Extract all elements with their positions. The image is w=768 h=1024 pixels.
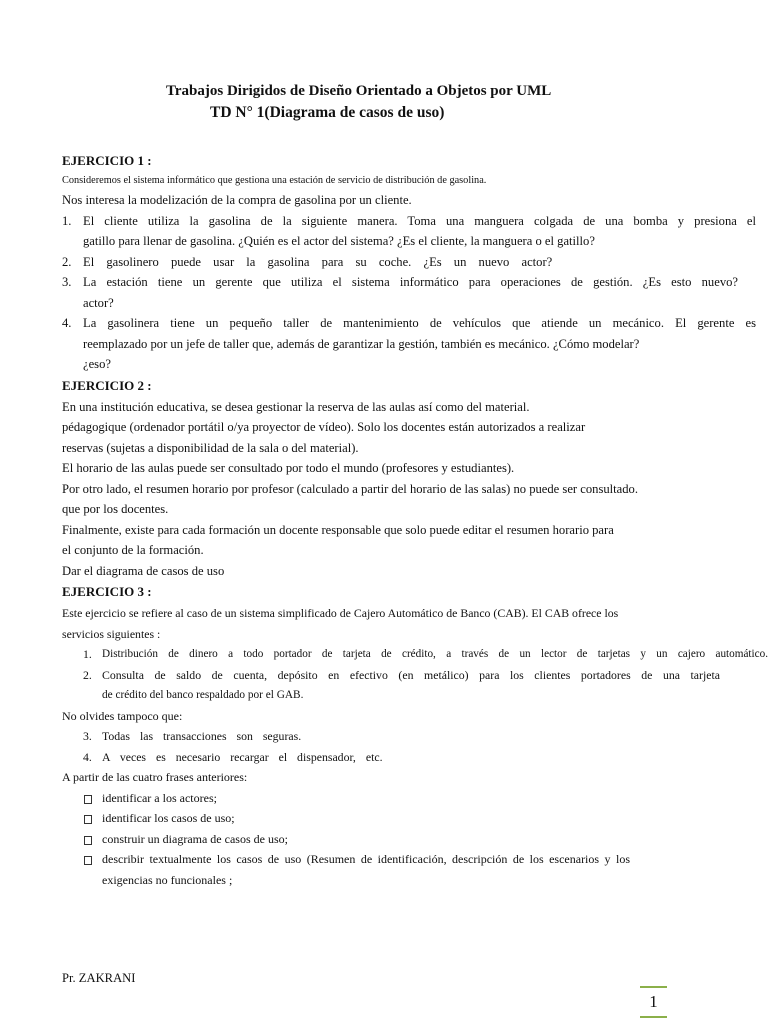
page-number: 1 (649, 992, 658, 1011)
list-item-text: Distribución de dinero a todo portador de tarjeta de crédito, a través de un lector de tarjetas y un cajero automático. (102, 648, 768, 660)
exercise-2-line: Por otro lado, el resumen horario por profesor (calculado a partir del horario de las salas) no puede ser consultado. (62, 481, 638, 496)
exercise-1-item (62, 252, 756, 273)
exercise-2-line: Dar el diagrama de casos de uso (62, 563, 225, 578)
exercise-1-item (62, 272, 756, 313)
bullet-item (62, 849, 756, 890)
list-item-text: ¿eso? (83, 357, 111, 371)
exercise-1-context: Nos interesa la modelización de la compra de gasolina por un cliente. (62, 193, 412, 207)
exercise-1-heading: EJERCICIO 1 : (62, 153, 152, 168)
list-item-text: reemplazado por un jefe de taller que, además de garantizar la gestión, también es mecánico. ¿Cómo modelar? (83, 336, 640, 351)
checkbox-bullet-icon (84, 836, 92, 845)
list-item-text: Consulta de saldo de cuenta, depósito en efectivo (en metálico) para los clientes portadores de una tarjeta (102, 667, 720, 682)
exercise-1-item (62, 211, 756, 252)
bullet-text: describir textualmente los casos de uso (Resumen de identificación, descripción de los escenarios y los (102, 852, 630, 866)
list-item-text: gatillo para llenar de gasolina. ¿Quién es el actor del sistema? ¿Es el cliente, la manguera o el gatillo? (83, 234, 595, 248)
exercise-2-line: que por los docentes. (62, 502, 169, 516)
list-item-text: Todas las transacciones son seguras. (102, 729, 302, 743)
bullet-item (62, 808, 756, 829)
list-item-text: de crédito del banco respaldado por el GAB. (102, 689, 304, 701)
document-subtitle: TD N° 1(Diagrama de casos de uso) (210, 104, 445, 121)
document-body (62, 150, 768, 890)
exercise-3-note: No olvides tampoco que: (62, 708, 183, 723)
bullet-text: identificar a los actores; (102, 790, 217, 805)
exercise-1-intro: Consideremos el sistema informático que gestiona una estación de servicio de distribución de gasolina. (62, 175, 487, 186)
exercise-2-line: El horario de las aulas puede ser consultado por todo el mundo (profesores y estudiantes). (62, 461, 515, 475)
list-number: 2. (83, 667, 92, 682)
exercise-3-item (62, 644, 768, 665)
list-number: 4. (83, 749, 92, 764)
exercise-2-line: En una institución educativa, se desea gestionar la reserva de las aulas así como del material. (62, 399, 530, 414)
exercise-3-intro: Este ejercicio se refiere al caso de un sistema simplificado de Cajero Automático de Banco (CAB). El CAB ofrece los (62, 606, 619, 620)
list-number: 3. (83, 729, 92, 743)
exercise-3-heading: EJERCICIO 3 : (62, 584, 152, 599)
list-item-text: El cliente utiliza la gasolina de la siguiente manera. Toma una manguera colgada de una bomba y presiona el (83, 213, 756, 228)
list-number: 2. (62, 254, 72, 269)
list-number: 1. (62, 213, 72, 228)
document-title: Trabajos Dirigidos de Diseño Orientado a Objetos por UML (166, 83, 552, 99)
list-item-text: El gasolinero puede usar la gasolina para su coche. ¿Es un nuevo actor? (83, 254, 553, 269)
bullet-item (62, 829, 756, 850)
bullet-text: construir un diagrama de casos de uso; (102, 831, 288, 846)
bullet-item (62, 788, 756, 809)
checkbox-bullet-icon (84, 815, 92, 824)
list-number: 4. (62, 316, 72, 330)
exercise-3-item (62, 726, 756, 747)
exercise-2-line: reservas (sujetas a disponibilidad de la sala o del material). (62, 440, 359, 455)
exercise-2-line: pédagogique (ordenador portátil o/ya proyector de vídeo). Solo los docentes están autorizados a realizar (62, 420, 586, 434)
exercise-1-item (62, 313, 756, 375)
exercise-2-line: el conjunto de la formación. (62, 543, 204, 557)
bullet-text: exigencias no funcionales ; (102, 872, 233, 887)
list-number: 1. (83, 647, 92, 661)
exercise-3-intro: servicios siguientes : (62, 626, 161, 641)
footer-author: Pr. ZAKRANI (62, 971, 136, 985)
list-item-text: La estación tiene un gerente que utiliza el sistema informático para operaciones de gestión. ¿Es esto nuevo? (83, 275, 738, 289)
checkbox-bullet-icon (84, 795, 92, 804)
exercise-2-heading: EJERCICIO 2 : (62, 377, 152, 393)
checkbox-bullet-icon (84, 856, 92, 865)
exercise-3-item (62, 665, 756, 706)
page-number-box (640, 986, 667, 1018)
list-item-text: A veces es necesario recargar el dispensador, etc. (102, 749, 383, 764)
exercise-3-instructions: A partir de las cuatro frases anteriores: (62, 770, 248, 784)
list-number: 3. (62, 275, 72, 289)
list-item-text: La gasolinera tiene un pequeño taller de mantenimiento de vehículos que atiende un mecánico. El gerente es (83, 316, 756, 330)
exercise-2-line: Finalmente, existe para cada formación un docente responsable que solo puede editar el resumen horario para (62, 522, 614, 537)
exercise-3-item (62, 747, 756, 768)
list-item-text: actor? (83, 295, 114, 310)
bullet-text: identificar los casos de uso; (102, 811, 235, 825)
